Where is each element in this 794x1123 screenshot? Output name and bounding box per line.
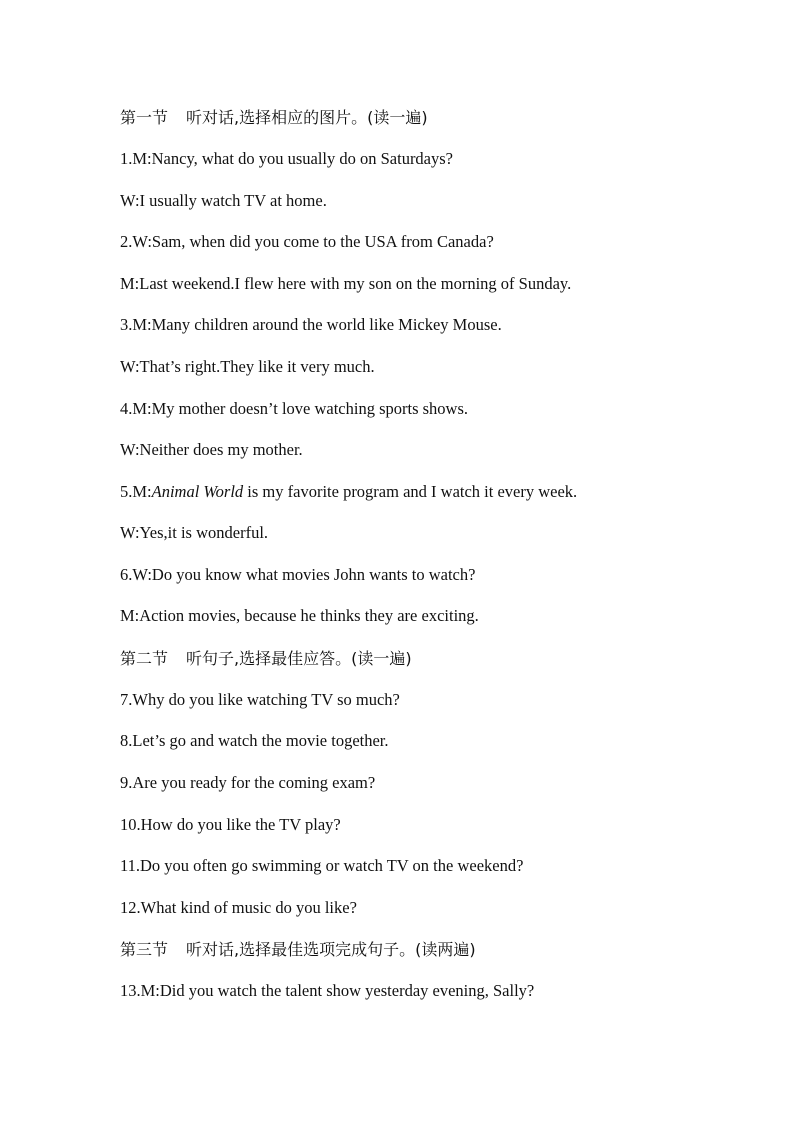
dialogue-line: W:Yes,it is wonderful.: [120, 523, 269, 542]
dialogue-line: M:Last weekend.I flew here with my son on the morning of Sunday.: [120, 274, 572, 293]
dialogue-line: [120, 482, 577, 502]
section-instruction: 听对话,选择最佳选项完成句子。(读两遍): [186, 940, 476, 959]
section-1-heading: [120, 108, 428, 128]
question-line: 11.Do you often go swimming or watch TV on the weekend?: [120, 856, 524, 875]
question-line: 7.Why do you like watching TV so much?: [120, 690, 400, 709]
dialogue-line: M:Action movies, because he thinks they are exciting.: [120, 606, 479, 625]
section-label: 第一节: [120, 108, 169, 127]
section-instruction: 听对话,选择相应的图片。(读一遍): [186, 108, 428, 127]
dialogue-line: 1.M:Nancy, what do you usually do on Saturdays?: [120, 149, 454, 168]
dialogue-line: 2.W:Sam, when did you come to the USA from Canada?: [120, 232, 494, 251]
dialogue-line: 6.W:Do you know what movies John wants to watch?: [120, 565, 476, 584]
section-2-heading: [120, 649, 412, 669]
speaker-prefix: 5.M:: [120, 482, 152, 501]
dialogue-line: W:That’s right.They like it very much.: [120, 357, 375, 376]
question-line: 8.Let’s go and watch the movie together.: [120, 731, 389, 750]
section-label: 第三节: [120, 940, 169, 959]
section-3-heading: [120, 940, 476, 960]
section-instruction: 听句子,选择最佳应答。(读一遍): [186, 649, 412, 668]
dialogue-line: 4.M:My mother doesn’t love watching sports shows.: [120, 399, 469, 418]
line-text: is my favorite program and I watch it every week.: [243, 482, 578, 501]
question-line: 9.Are you ready for the coming exam?: [120, 773, 376, 792]
dialogue-line: W:I usually watch TV at home.: [120, 191, 327, 210]
dialogue-line: 3.M:Many children around the world like Mickey Mouse.: [120, 315, 502, 334]
question-line: 12.What kind of music do you like?: [120, 898, 357, 917]
question-line: 10.How do you like the TV play?: [120, 815, 341, 834]
program-title: Animal World: [151, 482, 244, 501]
section-label: 第二节: [120, 649, 169, 668]
dialogue-line: W:Neither does my mother.: [120, 440, 303, 459]
dialogue-line: 13.M:Did you watch the talent show yesterday evening, Sally?: [120, 981, 535, 1000]
